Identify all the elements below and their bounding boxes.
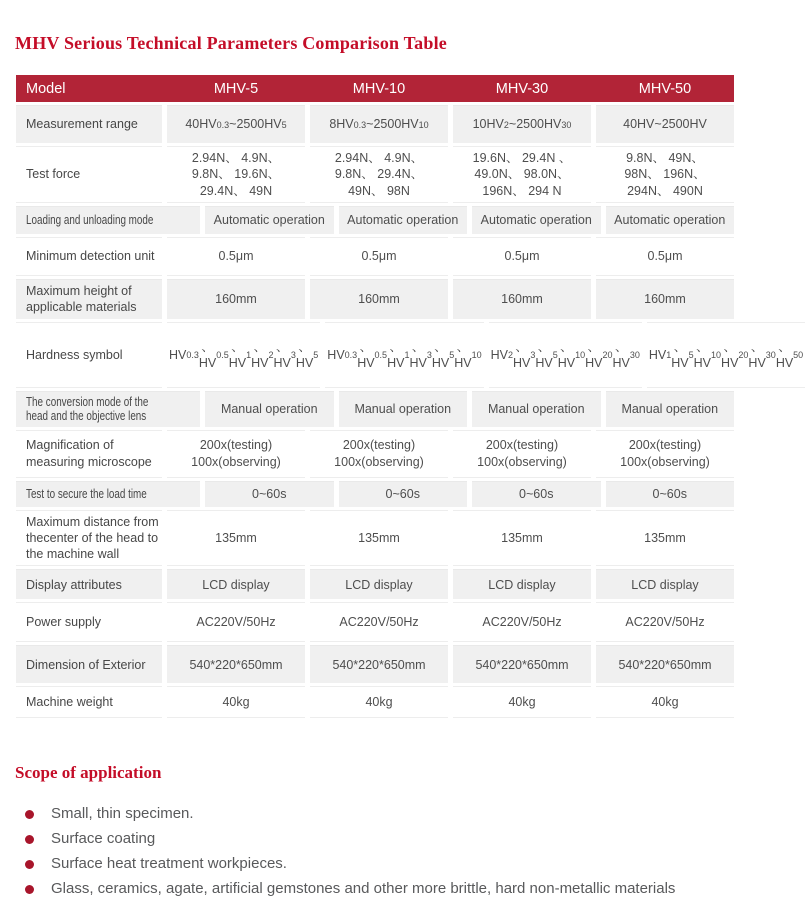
- row-value: Automatic operation: [339, 206, 468, 234]
- page-title: MHV Serious Technical Parameters Comparison Table: [15, 33, 447, 53]
- row-value: Automatic operation: [606, 206, 735, 234]
- row-value: 8HV 0.3 ~2500HV 10: [310, 105, 448, 143]
- row-value: 2.94N、 4.9N、 9.8N、 19.6N、 29.4N、 49N: [167, 146, 305, 203]
- table-row: [16, 279, 734, 319]
- comparison-table: [16, 75, 804, 718]
- row-label: The conversion mode of the head and the objective lens: [16, 391, 200, 427]
- row-value: LCD display: [167, 569, 305, 599]
- table-row: [16, 206, 734, 234]
- row-value: LCD display: [310, 569, 448, 599]
- row-value: 40kg: [453, 686, 591, 718]
- row-value: 540*220*650mm: [453, 645, 591, 683]
- table-row: [16, 602, 734, 642]
- row-label: Measurement range: [16, 105, 162, 143]
- table-row: [16, 105, 734, 143]
- scope-of-application-heading: Scope of application: [15, 763, 162, 783]
- row-label: Test force: [16, 146, 162, 203]
- row-label: Maximum distance from thecenter of the head to the machine wall: [16, 510, 162, 567]
- row-value: AC220V/50Hz: [167, 602, 305, 642]
- row-value: Manual operation: [472, 391, 601, 427]
- row-label: Maximum height of applicable materials: [16, 279, 162, 319]
- column-header-mhv-5: MHV-5: [213, 80, 259, 97]
- row-value: 160mm: [167, 279, 305, 319]
- column-header-mhv-10: MHV-10: [352, 80, 406, 97]
- row-value: 0~60s: [472, 481, 601, 507]
- row-value: 200x(testing) 100x(observing): [167, 430, 305, 478]
- column-header-model: Model: [26, 80, 66, 97]
- table-row: [16, 391, 734, 427]
- row-value: 0~60s: [339, 481, 468, 507]
- row-value: 200x(testing) 100x(observing): [596, 430, 734, 478]
- row-value: AC220V/50Hz: [596, 602, 734, 642]
- row-value: 40kg: [310, 686, 448, 718]
- row-value: 135mm: [596, 510, 734, 567]
- row-value: LCD display: [453, 569, 591, 599]
- list-item: [25, 855, 750, 873]
- row-value: 135mm: [310, 510, 448, 567]
- row-value: 540*220*650mm: [596, 645, 734, 683]
- bullet-icon: [25, 835, 34, 844]
- table-row: [16, 686, 734, 718]
- row-value: 0~60s: [205, 481, 334, 507]
- row-label: Dimension of Exterior: [16, 645, 162, 683]
- table-header-row: [16, 75, 734, 102]
- row-value: 40HV~2500HV: [596, 105, 734, 143]
- row-value: 160mm: [310, 279, 448, 319]
- row-value: 0.5μm: [596, 237, 734, 276]
- row-value: 9.8N、 49N、 98N、 196N、 294N、 490N: [596, 146, 734, 203]
- row-value: 40kg: [167, 686, 305, 718]
- bullet-icon: [25, 860, 34, 869]
- row-value: HV 1 、 HV 5 、 HV 10 、 HV 20 、 HV 30 、 HV 50: [647, 322, 805, 388]
- list-item-text: Glass, ceramics, agate, artificial gemstones and other more brittle, hard non-metallic materials: [51, 880, 676, 898]
- table-row: [16, 645, 734, 683]
- scope-of-application-list: [25, 805, 750, 898]
- row-value: Manual operation: [205, 391, 334, 427]
- row-value: 200x(testing) 100x(observing): [453, 430, 591, 478]
- row-value: HV 0.3 、 HV 0.5 、 HV 1 、 HV 3 、 HV 5 、 HV 10: [325, 322, 483, 388]
- row-value: 540*220*650mm: [310, 645, 448, 683]
- row-label: Test to secure the load time: [16, 481, 200, 507]
- table-row: [16, 569, 734, 599]
- row-label: Power supply: [16, 602, 162, 642]
- table-row: [16, 430, 734, 478]
- row-value: Manual operation: [339, 391, 468, 427]
- row-value: Automatic operation: [472, 206, 601, 234]
- bullet-icon: [25, 885, 34, 894]
- row-value: AC220V/50Hz: [453, 602, 591, 642]
- row-value: 40HV 0.3 ~2500HV 5: [167, 105, 305, 143]
- table-row: [16, 322, 804, 388]
- row-value: 10HV 2 ~2500HV 30: [453, 105, 591, 143]
- row-value: 0~60s: [606, 481, 735, 507]
- bullet-icon: [25, 810, 34, 819]
- list-item: [25, 880, 750, 898]
- row-value: 19.6N、 29.4N 、 49.0N、 98.0N、 196N、 294 N: [453, 146, 591, 203]
- list-item-text: Surface coating: [51, 830, 156, 848]
- row-value: LCD display: [596, 569, 734, 599]
- row-value: 160mm: [453, 279, 591, 319]
- row-value: Manual operation: [606, 391, 735, 427]
- row-label: Display attributes: [16, 569, 162, 599]
- list-item-text: Surface heat treatment workpieces.: [51, 855, 287, 873]
- row-label: Magnification of measuring microscope: [16, 430, 162, 478]
- row-value: 40kg: [596, 686, 734, 718]
- table-row: [16, 237, 734, 276]
- row-value: HV 2 、 HV 3 、 HV 5 、 HV 10 、 HV 20 、 HV 30: [489, 322, 642, 388]
- row-value: 160mm: [596, 279, 734, 319]
- row-value: HV 0.3 、 HV 0.5 、 HV 1 、 HV 2 、 HV 3 、 HV 5: [167, 322, 320, 388]
- row-value: 540*220*650mm: [167, 645, 305, 683]
- table-row: [16, 510, 734, 567]
- list-item: [25, 830, 750, 848]
- row-value: 200x(testing) 100x(observing): [310, 430, 448, 478]
- table-row: [16, 481, 734, 507]
- list-item: [25, 805, 750, 823]
- column-header-mhv-30: MHV-30: [495, 80, 549, 97]
- row-value: 135mm: [167, 510, 305, 567]
- table-row: [16, 146, 734, 203]
- row-label: Machine weight: [16, 686, 162, 718]
- row-value: 0.5μm: [453, 237, 591, 276]
- row-value: 2.94N、 4.9N、 9.8N、 29.4N、 49N、 98N: [310, 146, 448, 203]
- row-label: Hardness symbol: [16, 322, 162, 388]
- list-item-text: Small, thin specimen.: [51, 805, 194, 823]
- table-body: [16, 105, 804, 718]
- row-value: 135mm: [453, 510, 591, 567]
- row-value: 0.5μm: [310, 237, 448, 276]
- row-value: AC220V/50Hz: [310, 602, 448, 642]
- row-value: 0.5μm: [167, 237, 305, 276]
- row-value: Automatic operation: [205, 206, 334, 234]
- row-label: Loading and unloading mode: [16, 206, 200, 234]
- column-header-mhv-50: MHV-50: [638, 80, 692, 97]
- row-label: Minimum detection unit: [16, 237, 162, 276]
